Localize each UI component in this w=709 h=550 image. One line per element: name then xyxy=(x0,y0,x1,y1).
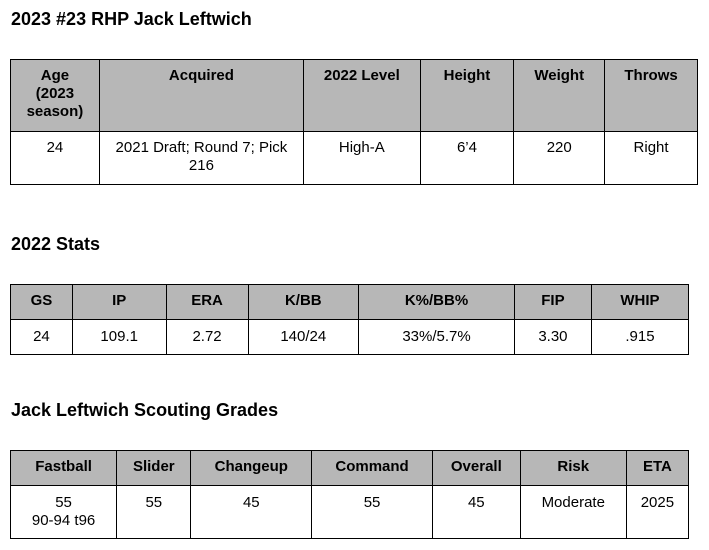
cell-acquired: 2021 Draft; Round 7; Pick 216 xyxy=(99,132,303,185)
header-height: Height xyxy=(420,60,514,132)
cell-age: 24 xyxy=(11,132,100,185)
cell-era: 2.72 xyxy=(166,320,248,355)
header-acquired: Acquired xyxy=(99,60,303,132)
fastball-grade: 55 xyxy=(55,494,72,511)
stats-title: 2022 Stats xyxy=(11,234,101,254)
cell-height: 6’4 xyxy=(420,132,514,185)
cell-k-bb: 140/24 xyxy=(248,320,359,355)
cell-changeup: 45 xyxy=(191,486,312,539)
cell-eta: 2025 xyxy=(626,486,688,539)
header-ip: IP xyxy=(72,285,166,320)
header-age-line: season) xyxy=(26,103,84,120)
header-changeup: Changeup xyxy=(191,451,312,486)
cell-whip: .915 xyxy=(591,320,688,355)
header-2022-level: 2022 Level xyxy=(304,60,421,132)
cell-throws: Right xyxy=(605,132,698,185)
header-overall: Overall xyxy=(432,451,520,486)
header-age-line: Age xyxy=(40,67,70,84)
header-slider: Slider xyxy=(117,451,191,486)
profile-table xyxy=(10,59,698,185)
stats-data-row xyxy=(11,320,689,355)
header-k-bb: K/BB xyxy=(248,285,359,320)
grades-header-row xyxy=(11,451,689,486)
profile-header-row xyxy=(11,60,698,132)
cell-ip: 109.1 xyxy=(72,320,166,355)
cell-k-pct-bb-pct: 33%/5.7% xyxy=(359,320,515,355)
grades-title: Jack Leftwich Scouting Grades xyxy=(11,400,279,420)
header-fip: FIP xyxy=(514,285,591,320)
grades-table xyxy=(10,450,689,539)
header-eta: ETA xyxy=(626,451,688,486)
cell-gs: 24 xyxy=(11,320,73,355)
header-age-line: (2023 xyxy=(35,85,75,102)
header-command: Command xyxy=(312,451,433,486)
header-k-pct-bb-pct: K%/BB% xyxy=(359,285,515,320)
header-whip: WHIP xyxy=(591,285,688,320)
header-weight: Weight xyxy=(514,60,605,132)
header-fastball: Fastball xyxy=(11,451,117,486)
cell-risk: Moderate xyxy=(520,486,626,539)
grades-data-row xyxy=(11,486,689,539)
header-age xyxy=(11,60,100,132)
cell-overall: 45 xyxy=(432,486,520,539)
header-throws: Throws xyxy=(605,60,698,132)
cell-slider: 55 xyxy=(117,486,191,539)
fastball-velocity: 90-94 t96 xyxy=(31,512,96,529)
cell-2022-level: High-A xyxy=(304,132,421,185)
cell-fastball xyxy=(11,486,117,539)
cell-fip: 3.30 xyxy=(514,320,591,355)
header-gs: GS xyxy=(11,285,73,320)
profile-data-row xyxy=(11,132,698,185)
cell-command: 55 xyxy=(312,486,433,539)
cell-weight: 220 xyxy=(514,132,605,185)
stats-header-row xyxy=(11,285,689,320)
stats-table xyxy=(10,284,689,355)
header-risk: Risk xyxy=(520,451,626,486)
profile-title: 2023 #23 RHP Jack Leftwich xyxy=(11,9,252,29)
header-era: ERA xyxy=(166,285,248,320)
